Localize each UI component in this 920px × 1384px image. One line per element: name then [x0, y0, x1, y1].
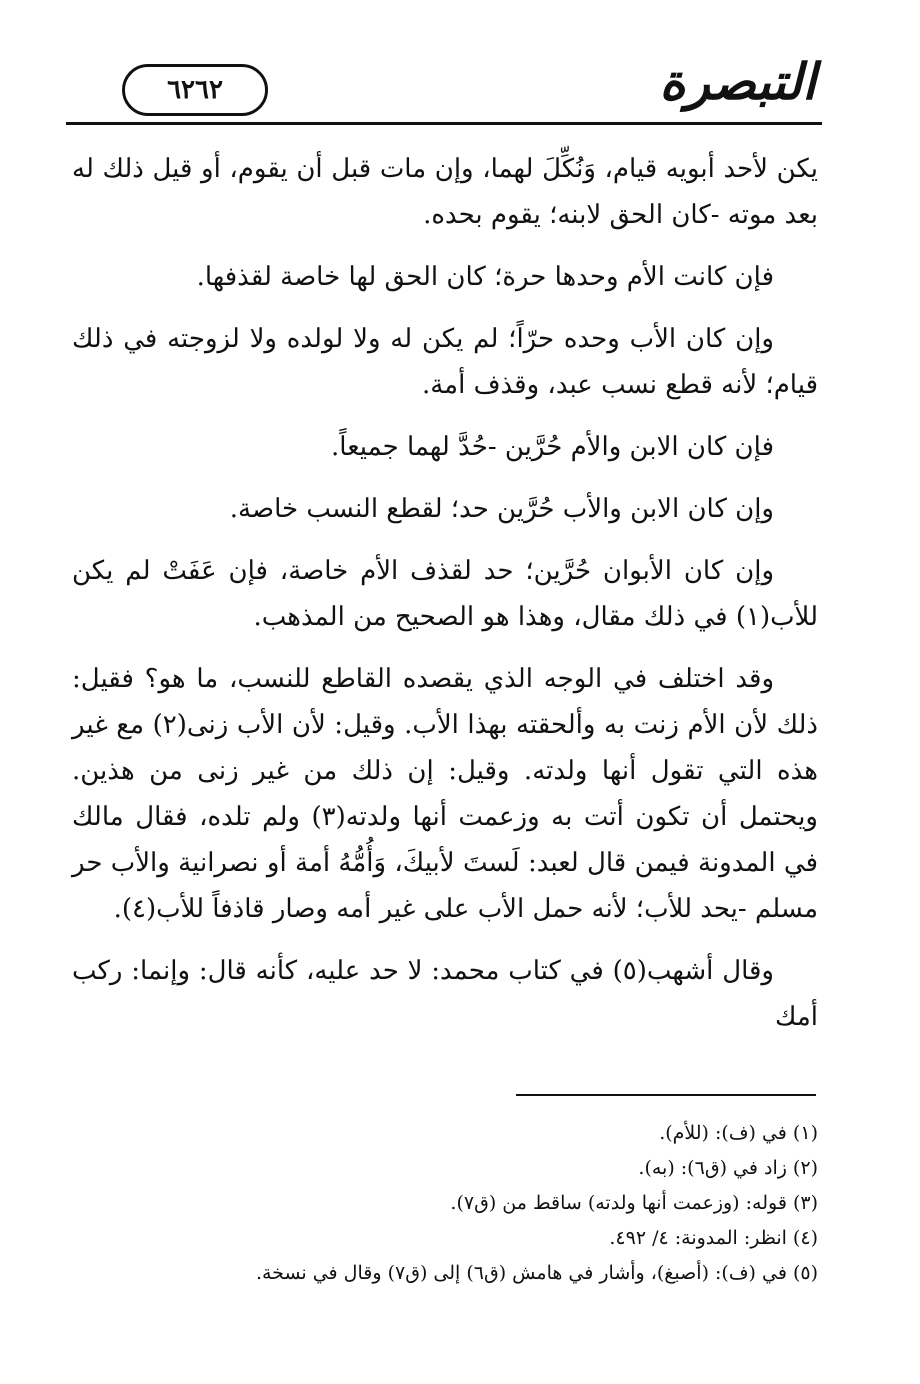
- paragraph: وقال أشهب(٥) في كتاب محمد: لا حد عليه، كأنه قال: وإنما: ركب أمك: [72, 956, 818, 1032]
- footnote: (٥) في (ف): (أصبغ)، وأشار في هامش (ق٦) إلى (ق٧) وقال في نسخة.: [255, 1262, 818, 1284]
- footnote: (١) في (ف): (للأم).: [659, 1122, 818, 1144]
- footnote: (٣) قوله: (وزعمت أنها ولدته) ساقط من (ق٧).: [450, 1192, 818, 1214]
- page-header: [66, 50, 822, 126]
- paragraph: وقد اختلف في الوجه الذي يقصده القاطع للنسب، ما هو؟ فقيل: ذلك لأن الأم زنت به وألحقته بهذا الأب. وقيل: لأن الأب زنى(٢) مع غير هذه التي تقول أنها ولدته. وقيل: إن ذلك من غير زنى من هذين. ويحتمل أن تكون أتت به وزعمت أنها ولدته(٣) ولم تلده، فقال مالك في المدونة فيمن قال لعبد: لَستَ لأبيكَ، وَأُمُّهُ أمة أو نصرانية والأب حر مسلم -يحد للأب؛ لأنه حمل الأب على غير أمه وصار قاذفاً للأب(٤).: [72, 664, 818, 924]
- paragraph: وإن كان الأبوان حُرَّين؛ حد لقذف الأم خاصة، فإن عَفَتْ لم يكن للأب(١) في ذلك مقال، وهذا هو الصحيح من المذهب.: [72, 556, 818, 632]
- book-title: التبصرة: [659, 52, 816, 111]
- footnote-divider: [516, 1094, 816, 1096]
- footnote: (٤) انظر: المدونة: ٤/ ٤٩٢.: [609, 1227, 818, 1249]
- paragraph: فإن كان الابن والأم حُرَّين -حُدَّ لهما جميعاً.: [331, 432, 774, 462]
- paragraph: وإن كان الأب وحده حرّاً؛ لم يكن له ولا لولده ولا لزوجته في ذلك قيام؛ لأنه قطع نسب عبد، وقذف أمة.: [72, 324, 818, 400]
- footnote: (٢) زاد في (ق٦): (به).: [638, 1157, 818, 1179]
- paragraph: يكن لأحد أبويه قيام، وَنُكِّلَ لهما، وإن مات قبل أن يقوم، أو قيل ذلك له بعد موته -كان الحق لابنه؛ يقوم بحده.: [72, 154, 818, 230]
- body-text: [72, 146, 818, 1056]
- paragraph: فإن كانت الأم وحدها حرة؛ كان الحق لها خاصة لقذفها.: [196, 262, 774, 292]
- paragraph: وإن كان الابن والأب حُرَّين حد؛ لقطع النسب خاصة.: [229, 494, 774, 524]
- footnotes: [72, 1116, 818, 1291]
- page-number: ٦٢٦٢: [122, 64, 268, 116]
- header-rule: [66, 122, 822, 125]
